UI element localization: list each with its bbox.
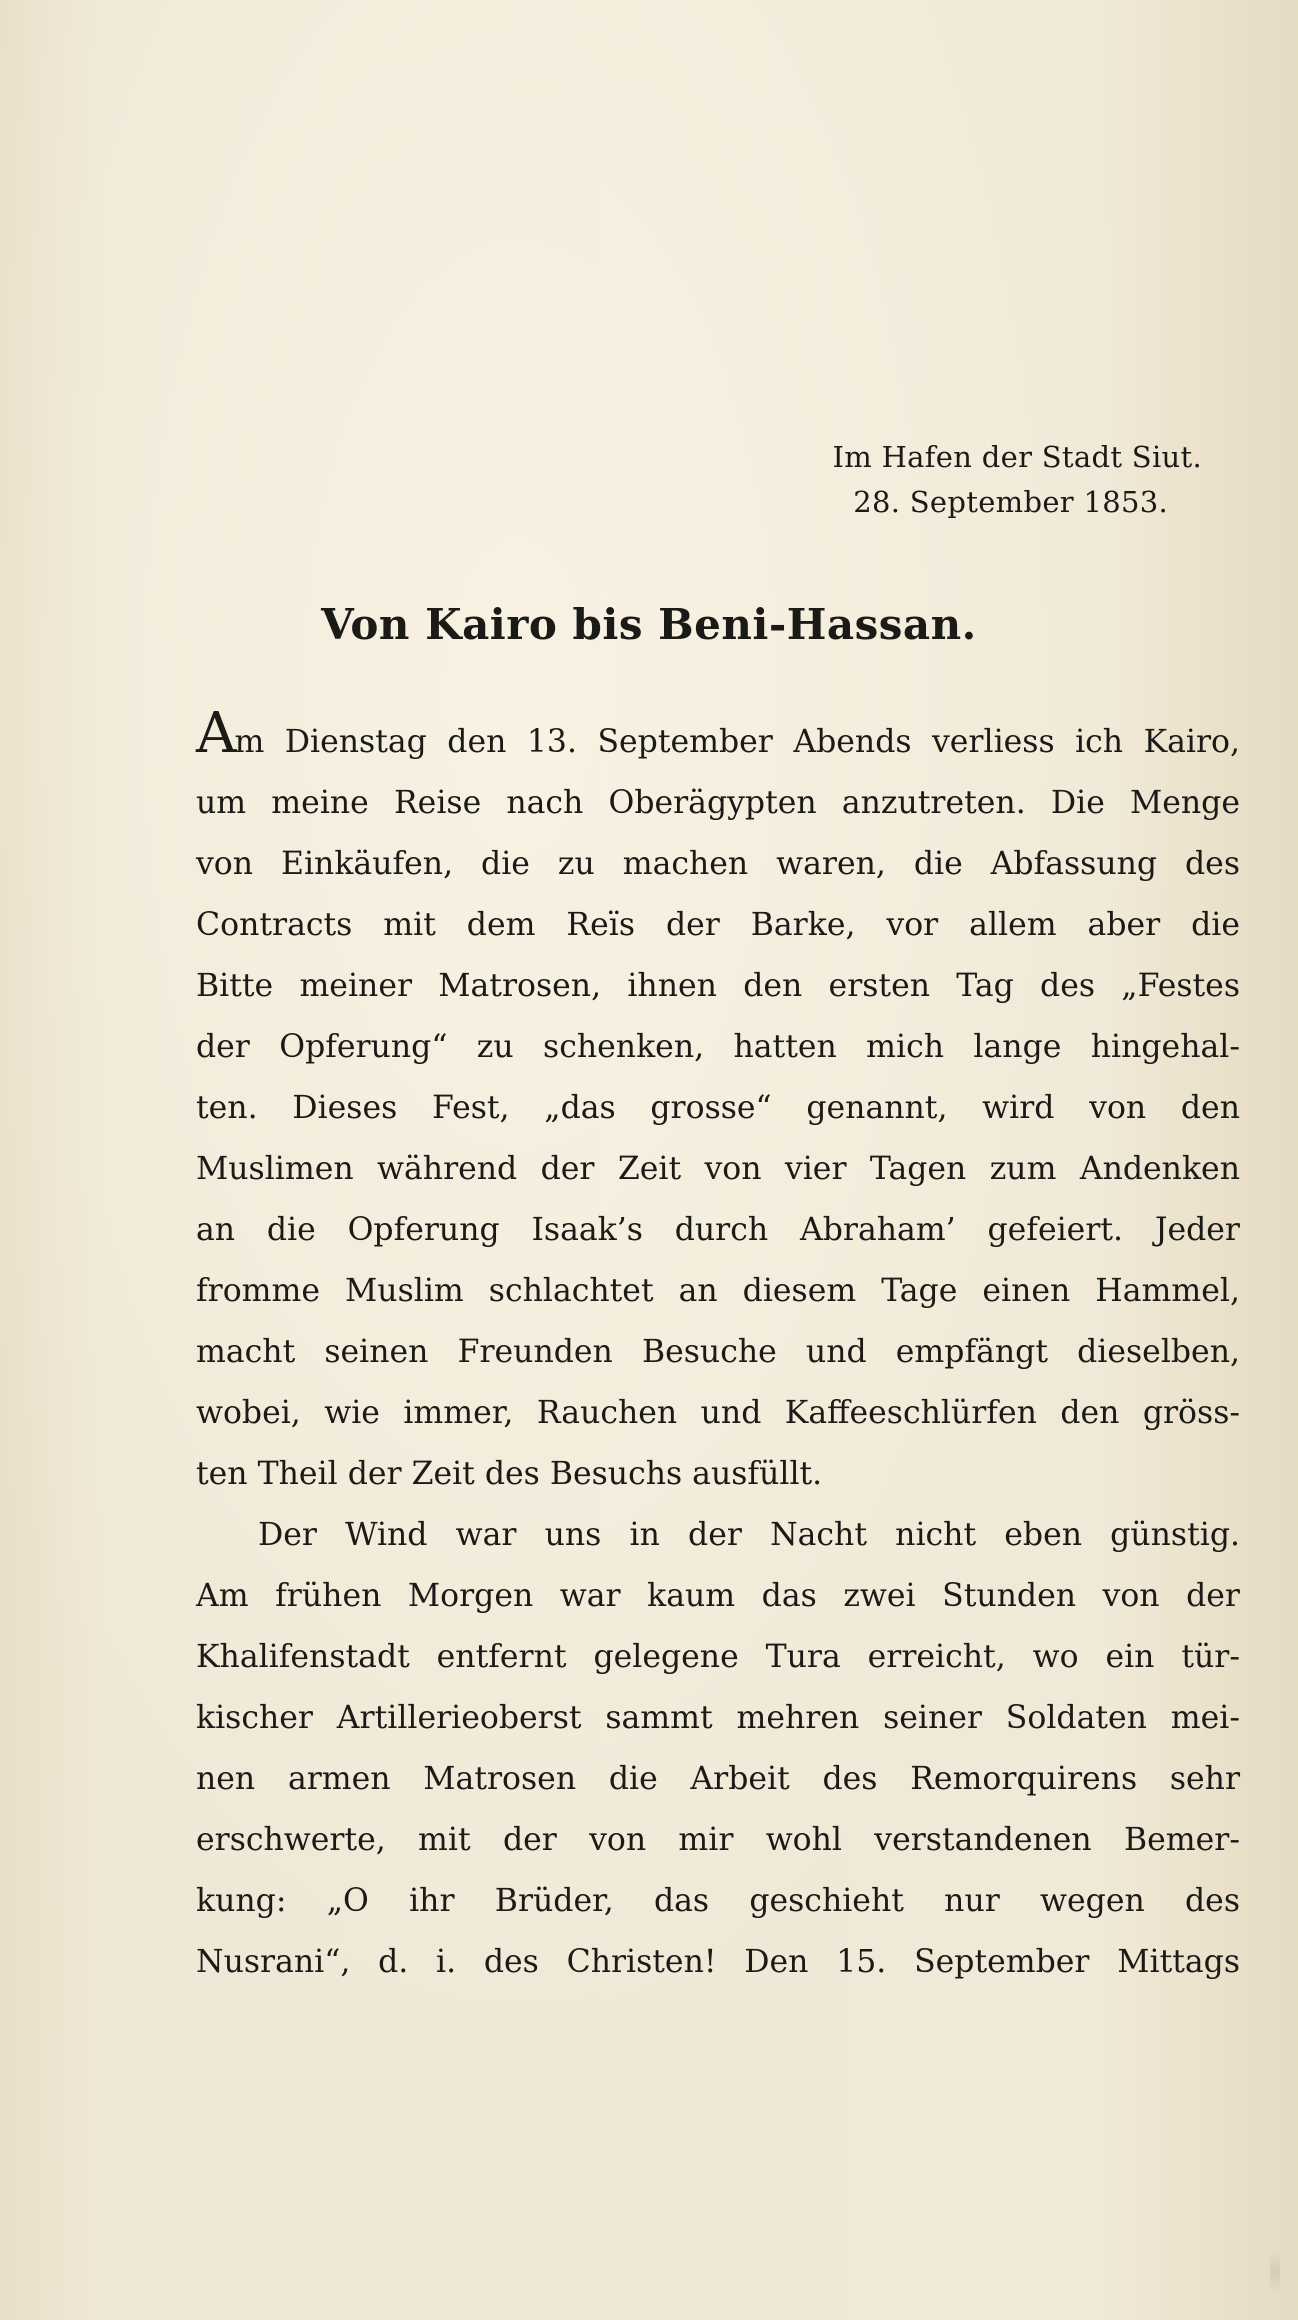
paragraph-line: an die Opferung Isaak’s durch Abraham’ gefeiert. Jeder (196, 1212, 1240, 1248)
dateline-place: Im Hafen der Stadt Siut. (832, 440, 1202, 474)
paragraph-line: Der Wind war uns in der Nacht nicht eben günstig. (258, 1517, 1240, 1553)
paragraph-line: Bitte meiner Matrosen, ihnen den ersten Tag des „Festes (196, 968, 1240, 1004)
paragraph-line: um meine Reise nach Oberägypten anzutreten. Die Menge (196, 785, 1240, 821)
paragraph-line: erschwerte, mit der von mir wohl verstandenen Bemer- (196, 1822, 1240, 1858)
paragraph-line: Khalifenstadt entfernt gelegene Tura erreicht, wo ein tür- (196, 1639, 1240, 1675)
paragraph-line: nen armen Matrosen die Arbeit des Remorquirens sehr (196, 1761, 1240, 1797)
drop-initial: A (196, 701, 235, 766)
paragraph-line: Contracts mit dem Reïs der Barke, vor allem aber die (196, 907, 1240, 943)
paragraph-line: ten Theil der Zeit des Besuchs ausfüllt. (196, 1456, 823, 1492)
page-edge-mark (1270, 2242, 1280, 2302)
dateline-date: 28. September 1853. (853, 485, 1168, 519)
paragraph-line: macht seinen Freunden Besuche und empfängt dieselben, (196, 1334, 1240, 1370)
paragraph-line (196, 701, 1240, 773)
paragraph-line: kung: „O ihr Brüder, das geschieht nur wegen des (196, 1883, 1240, 1919)
paragraph-line: kischer Artillerieoberst sammt mehren seiner Soldaten mei- (196, 1700, 1240, 1736)
paragraph-line: wobei, wie immer, Rauchen und Kaffeeschlürfen den gröss- (196, 1395, 1240, 1431)
paragraph-line: von Einkäufen, die zu machen waren, die Abfassung des (196, 846, 1240, 882)
paragraph-line: Nusrani“, d. i. des Christen! Den 15. September Mittags (196, 1944, 1240, 1980)
paragraph-line: Am frühen Morgen war kaum das zwei Stunden von der (196, 1578, 1240, 1614)
paragraph-line: fromme Muslim schlachtet an diesem Tage einen Hammel, (196, 1273, 1240, 1309)
body-text (196, 701, 1240, 1993)
chapter-title: Von Kairo bis Beni-Hassan. (321, 600, 977, 649)
paragraph-line: Muslimen während der Zeit von vier Tagen zum Andenken (196, 1151, 1240, 1187)
paragraph-line: der Opferung“ zu schenken, hatten mich lange hingehal- (196, 1029, 1240, 1065)
paragraph-line: ten. Dieses Fest, „das grosse“ genannt, wird von den (196, 1090, 1240, 1126)
paragraph-line-text: m Dienstag den 13. September Abends verliess ich Kairo, (234, 724, 1240, 760)
